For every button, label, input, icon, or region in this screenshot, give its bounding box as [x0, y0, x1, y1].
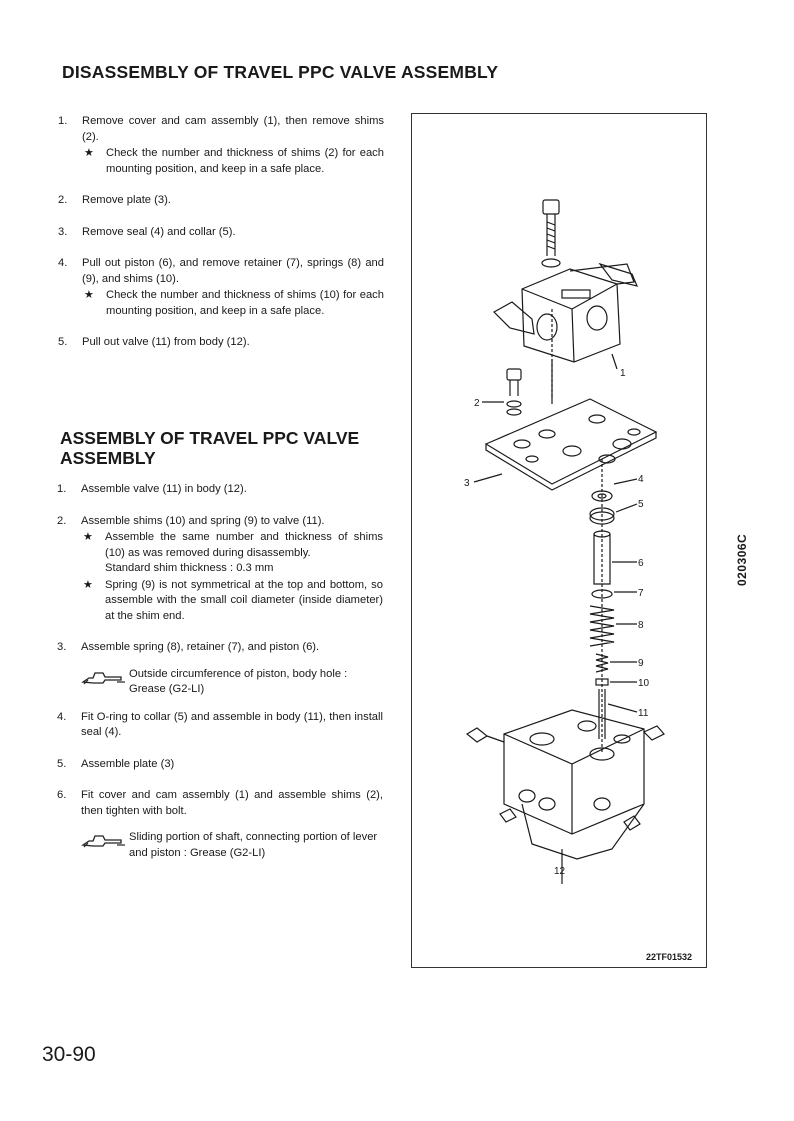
- disassembly-steps: [58, 114, 384, 364]
- valve-exploded-diagram: [412, 114, 706, 967]
- list-item: 2. Assemble shims (10) and spring (9) to valve (11). ★ Assemble the same number and thickness of shims (10) as was removed during disassembly. Standard shim thickness : 0.3 mm ★ Spring (9) is not symmetrical at the top and bottom, so assemble with the small coil diameter (inside diameter) at the shim end.: [57, 514, 383, 625]
- grease-note: Sliding portion of shaft, connecting portion of lever and piston : Grease (G2-LI): [81, 830, 383, 861]
- callout-1: 1: [620, 368, 626, 379]
- callout-9: 9: [638, 658, 644, 669]
- star-icon: ★: [83, 531, 94, 543]
- star-icon: ★: [83, 578, 94, 591]
- page-title: DISASSEMBLY OF TRAVEL PPC VALVE ASSEMBLY: [62, 62, 499, 82]
- grease-note: Outside circumference of piston, body hole : Grease (G2-LI): [81, 667, 383, 698]
- list-item: 1. Assemble valve (11) in body (12).: [57, 483, 247, 495]
- list-item: 1. Remove cover and cam assembly (1), then remove shims (2). ★ Check the number and thickness of shims (2) for each mounting position, and keep in a safe place.: [58, 114, 384, 177]
- list-item: 5. Assemble plate (3): [57, 757, 175, 770]
- grease-gun-icon: [81, 667, 127, 687]
- list-item: 4. Fit O-ring to collar (5) and assemble in body (11), then install seal (4).: [57, 710, 383, 738]
- star-icon: ★: [84, 289, 95, 301]
- callout-5: 5: [638, 499, 644, 510]
- callout-6: 6: [638, 558, 644, 569]
- callout-7: 7: [638, 588, 644, 599]
- list-item: 4. Pull out piston (6), and remove retainer (7), springs (8) and (9), and shims (10). ★ Check the number and thickness of shims (10) for each mounting position, and keep in a safe place.: [58, 256, 384, 319]
- section-title: ASSEMBLY OF TRAVEL PPC VALVE ASSEMBLY: [60, 428, 360, 468]
- page-number: 30-90: [42, 1043, 96, 1066]
- exploded-view-figure: [411, 113, 707, 968]
- assembly-steps: [57, 482, 383, 873]
- figure-code: 22TF01532: [645, 952, 692, 962]
- callout-11: 11: [638, 708, 649, 719]
- callout-10: 10: [638, 678, 650, 689]
- bolt-head: [543, 200, 559, 214]
- note: ★ Assemble the same number and thickness of shims (10) as was removed during disassembly.: [83, 531, 383, 559]
- list-item: 3. Remove seal (4) and collar (5).: [58, 225, 236, 238]
- note: ★ Spring (9) is not symmetrical at the top and bottom, so assemble with the small coil diameter (inside diameter) at the shim end.: [83, 578, 383, 622]
- callout-4: 4: [638, 474, 644, 485]
- grease-gun-icon: [81, 830, 127, 850]
- standard-value: Standard shim thickness : 0.3 mm: [105, 562, 274, 574]
- list-item: 3. Assemble spring (8), retainer (7), and piston (6).: [57, 641, 320, 653]
- note: ★ Check the number and thickness of shims (10) for each mounting position, and keep in a safe place.: [84, 289, 384, 317]
- note: ★ Check the number and thickness of shims (2) for each mounting position, and keep in a safe place.: [84, 147, 384, 175]
- callout-3: 3: [464, 478, 470, 489]
- callout-2: 2: [474, 398, 480, 409]
- list-item: 6. Fit cover and cam assembly (1) and assemble shims (2), then tighten with bolt.: [57, 789, 383, 817]
- side-document-code: 020306C: [735, 533, 749, 586]
- star-icon: ★: [84, 147, 95, 159]
- list-item: 2. Remove plate (3).: [58, 194, 171, 206]
- list-item: 5. Pull out valve (11) from body (12).: [58, 336, 250, 348]
- callout-8: 8: [638, 620, 644, 631]
- callout-12: 12: [554, 866, 566, 877]
